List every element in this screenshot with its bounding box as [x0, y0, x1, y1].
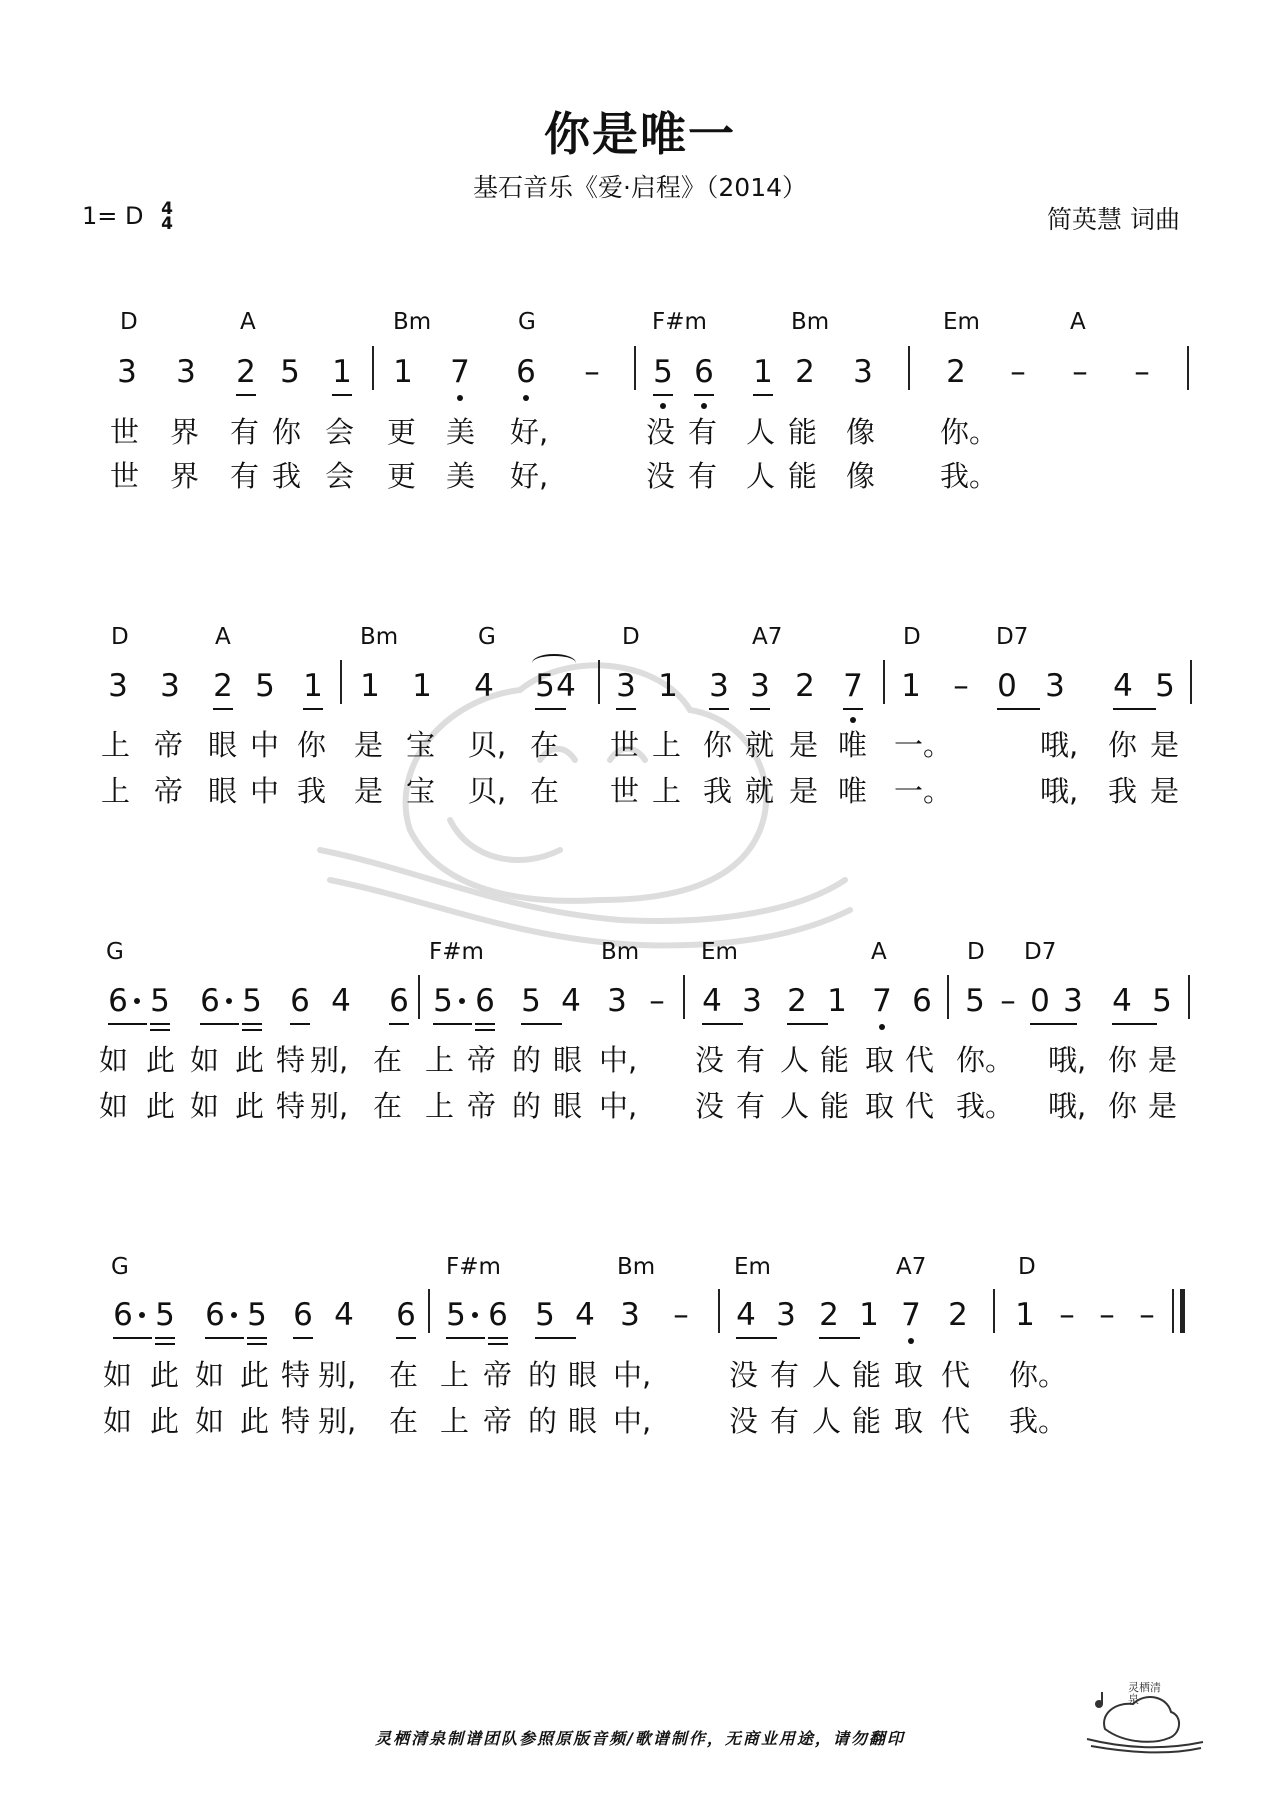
lyric-syllable: 如 [195, 1404, 225, 1438]
lyric-syllable: 界 [170, 459, 200, 493]
lyric-syllable: 我 [1108, 774, 1138, 808]
note: – [649, 983, 665, 1019]
note: 4 [331, 983, 351, 1019]
lyric-syllable: 你。 [940, 415, 999, 449]
lyric-syllable: 此 [150, 1404, 180, 1438]
note: 4 [556, 668, 576, 704]
note: 3 [117, 354, 137, 390]
lyric-syllable: 是 [1148, 1043, 1178, 1077]
lyric-syllable: 别, [310, 1043, 349, 1077]
lyric-syllable: 能 [788, 415, 818, 449]
chord-symbol: A7 [752, 624, 783, 650]
note: 2 [946, 354, 966, 390]
copyright-notice: 灵栖清泉制谱团队参照原版音频/歌谱制作，无商业用途，请勿翻印 [375, 1729, 905, 1748]
lyric-syllable: 有 [736, 1043, 766, 1077]
lyric-syllable: 唯 [838, 774, 868, 808]
note: 7 [867, 986, 897, 1017]
note: 4 [561, 983, 581, 1019]
lyric-syllable: 我 [272, 459, 302, 493]
note: – [1010, 354, 1026, 390]
lyric-syllable: 上 [101, 774, 131, 808]
lyric-syllable: 特 [276, 1089, 306, 1123]
note: 6 [200, 1300, 230, 1331]
lyric-syllable: 我 [297, 774, 327, 808]
note: 3 [607, 983, 627, 1019]
song-subtitle: 基石音乐《爱·启程》（2014） [472, 173, 808, 202]
lyric-syllable: 取 [865, 1089, 895, 1123]
chord-symbol: G [518, 309, 536, 335]
lyric-syllable: 的 [528, 1404, 558, 1438]
lyric-syllable: 别, [318, 1404, 357, 1438]
note: 3 [776, 1297, 796, 1333]
lyric-syllable: 在 [389, 1404, 419, 1438]
note: 5 [255, 668, 275, 704]
lyric-syllable: 就 [745, 774, 775, 808]
note: 6 [483, 1300, 513, 1331]
lyric-syllable: 有 [770, 1404, 800, 1438]
lyric-syllable: 中 [250, 774, 280, 808]
note: 4 [575, 1297, 595, 1333]
note: 5 [965, 983, 985, 1019]
note: 1 [412, 668, 432, 704]
chord-symbol: A [240, 309, 256, 335]
lyric-syllable: 界 [170, 415, 200, 449]
note: 2 [782, 986, 812, 1017]
note: 5 [150, 1300, 180, 1331]
lyric-syllable: 能 [820, 1089, 850, 1123]
note: 4 [474, 668, 494, 704]
note: 1 [298, 671, 328, 702]
lyric-syllable: 在 [530, 728, 560, 762]
chord-symbol: D [111, 624, 129, 650]
lyric-syllable: 你 [703, 728, 733, 762]
lyric-syllable: 中, [599, 1043, 638, 1077]
lyric-syllable: 你 [1108, 728, 1138, 762]
lyric-syllable: 更 [387, 459, 417, 493]
note: 1 [327, 357, 357, 388]
note: 3 [704, 671, 734, 702]
lyric-syllable: 如 [103, 1358, 133, 1392]
lyric-syllable: 人 [746, 415, 776, 449]
note: 1 [393, 354, 413, 390]
lyric-syllable: 眼 [208, 774, 238, 808]
lyric-syllable: 更 [387, 415, 417, 449]
lyric-syllable: 贝, [468, 774, 507, 808]
lyric-syllable: 没 [729, 1404, 759, 1438]
lyric-syllable: 人 [780, 1089, 810, 1123]
lyric-syllable: 上 [425, 1089, 455, 1123]
chord-symbol: Bm [601, 939, 640, 965]
lyric-syllable: 代 [941, 1404, 971, 1438]
time-signature [161, 199, 173, 234]
note: 5 [1155, 668, 1175, 704]
lyric-syllable: 人 [780, 1043, 810, 1077]
key-signature [82, 199, 173, 234]
chord-symbol: D7 [996, 624, 1029, 650]
note: 6 [384, 986, 414, 1017]
note: 6 [103, 986, 133, 1017]
note: 7 [838, 671, 868, 702]
lyric-syllable: 特 [276, 1043, 306, 1077]
meter-bottom: 4 [161, 214, 173, 234]
note: 3 [1045, 668, 1065, 704]
lyric-syllable: 帝 [483, 1358, 513, 1392]
lyric-syllable: 代 [905, 1043, 935, 1077]
note: 5 [242, 1300, 272, 1331]
lyric-syllable: 如 [103, 1404, 133, 1438]
chord-symbol: D [967, 939, 985, 965]
lyric-syllable: 中, [599, 1089, 638, 1123]
lyric-syllable: 此 [235, 1089, 265, 1123]
meter-top: 4 [161, 199, 173, 219]
note: 5 [530, 671, 560, 702]
lyric-syllable: 有 [688, 459, 718, 493]
chord-symbol: F#m [652, 309, 707, 335]
note: 3 [1063, 983, 1083, 1019]
lyric-syllable: 没 [729, 1358, 759, 1392]
lyric-syllable: 没 [646, 459, 676, 493]
lyric-syllable: 如 [190, 1089, 220, 1123]
chord-symbol: D7 [1024, 939, 1057, 965]
lyric-syllable: 你 [1108, 1089, 1138, 1123]
lyric-syllable: 宝 [406, 728, 436, 762]
lyric-syllable: 有 [736, 1089, 766, 1123]
lyric-syllable: 的 [512, 1089, 542, 1123]
note: 3 [108, 668, 128, 704]
composer-credit: 简英慧 词曲 [1047, 205, 1180, 234]
note: 2 [208, 671, 238, 702]
note: 6 [285, 986, 315, 1017]
note: 5 [280, 354, 300, 390]
note: 0 [1025, 986, 1055, 1017]
note: – [1099, 1297, 1115, 1333]
lyric-syllable: 能 [852, 1358, 882, 1392]
lyric-syllable: 眼 [553, 1043, 583, 1077]
lyric-syllable: 贝, [468, 728, 507, 762]
note: 1 [901, 668, 921, 704]
lyric-syllable: 代 [941, 1358, 971, 1392]
note: – [1072, 354, 1088, 390]
lyric-syllable: 别, [310, 1089, 349, 1123]
lyric-syllable: 人 [746, 459, 776, 493]
note: 5 [648, 357, 678, 388]
lyric-syllable: 我 [703, 774, 733, 808]
lyric-syllable: 是 [789, 774, 819, 808]
note: 5 [1152, 983, 1172, 1019]
lyric-syllable: 我。 [1009, 1404, 1068, 1438]
lyric-syllable: 一。 [894, 774, 953, 808]
note: 2 [948, 1297, 968, 1333]
note: 4 [1107, 986, 1137, 1017]
lyric-syllable: 唯 [838, 728, 868, 762]
note: 3 [611, 671, 641, 702]
note: 2 [231, 357, 261, 388]
note: 6 [195, 986, 225, 1017]
lyric-syllable: 人 [812, 1358, 842, 1392]
lyric-syllable: 此 [146, 1043, 176, 1077]
note: 3 [745, 671, 775, 702]
lyric-syllable: 的 [528, 1358, 558, 1392]
lyric-syllable: 会 [325, 415, 355, 449]
note: 1 [360, 668, 380, 704]
note: 1 [658, 668, 678, 704]
note: 2 [814, 1300, 844, 1331]
note: 6 [470, 986, 500, 1017]
lyric-syllable: 你。 [956, 1043, 1015, 1077]
lyric-syllable: 世 [110, 459, 140, 493]
lyric-syllable: 你 [272, 415, 302, 449]
chord-symbol: Bm [617, 1254, 656, 1280]
note: 3 [853, 354, 873, 390]
lyric-syllable: 美 [446, 415, 476, 449]
lyric-syllable: 上 [101, 728, 131, 762]
lyric-syllable: 别, [318, 1358, 357, 1392]
lyric-syllable: 眼 [568, 1404, 598, 1438]
lyric-syllable: 哦, [1048, 1043, 1087, 1077]
logo-text: 灵栖清泉 [1128, 1681, 1161, 1706]
note: 6 [108, 1300, 138, 1331]
lyric-syllable: 如 [195, 1358, 225, 1392]
lyric-syllable: 会 [325, 459, 355, 493]
lyric-syllable: 上 [440, 1358, 470, 1392]
chord-symbol: G [106, 939, 124, 965]
lyric-syllable: 如 [190, 1043, 220, 1077]
lyric-syllable: 一。 [894, 728, 953, 762]
lyric-syllable: 如 [99, 1089, 129, 1123]
lyric-syllable: 在 [530, 774, 560, 808]
lyric-syllable: 取 [894, 1358, 924, 1392]
lyric-syllable: 特 [281, 1358, 311, 1392]
chord-symbol: G [478, 624, 496, 650]
lyric-syllable: 好, [510, 415, 549, 449]
lyric-syllable: 中, [613, 1358, 652, 1392]
lyric-syllable: 能 [852, 1404, 882, 1438]
lyric-syllable: 眼 [553, 1089, 583, 1123]
lyric-syllable: 眼 [208, 728, 238, 762]
lyric-syllable: 中 [250, 728, 280, 762]
note: – [584, 354, 600, 390]
chord-symbol: Em [734, 1254, 771, 1280]
lyric-syllable: 没 [646, 415, 676, 449]
note: 7 [445, 357, 475, 388]
lyric-syllable: 代 [905, 1089, 935, 1123]
note: – [953, 668, 969, 704]
note: – [1139, 1297, 1155, 1333]
lyric-syllable: 此 [235, 1043, 265, 1077]
chord-symbol: A7 [896, 1254, 927, 1280]
note: 4 [731, 1300, 761, 1331]
lyric-syllable: 在 [373, 1043, 403, 1077]
lyric-syllable: 没 [695, 1089, 725, 1123]
note: – [1134, 354, 1150, 390]
lyric-syllable: 我。 [956, 1089, 1015, 1123]
lyric-syllable: 在 [389, 1358, 419, 1392]
note: 4 [1108, 671, 1138, 702]
note: 1 [859, 1297, 879, 1333]
chord-symbol: A [1070, 309, 1086, 335]
lyric-syllable: 有 [688, 415, 718, 449]
lyric-syllable: 帝 [154, 774, 184, 808]
chord-symbol: Em [701, 939, 738, 965]
lyric-syllable: 取 [865, 1043, 895, 1077]
note: – [1059, 1297, 1075, 1333]
note: 0 [992, 671, 1022, 702]
lyric-syllable: 世 [110, 415, 140, 449]
lyric-syllable: 宝 [406, 774, 436, 808]
chord-symbol: Bm [791, 309, 830, 335]
key-label: 1= D [82, 202, 144, 230]
lyric-syllable: 有 [230, 415, 260, 449]
lyric-syllable: 中, [613, 1404, 652, 1438]
lyric-syllable: 是 [1150, 774, 1180, 808]
note: 5 [441, 1300, 471, 1331]
lyric-syllable: 是 [354, 728, 384, 762]
lyric-syllable: 帝 [467, 1043, 497, 1077]
lyric-syllable: 有 [230, 459, 260, 493]
chord-symbol: D [120, 309, 138, 335]
note: 1 [1015, 1297, 1035, 1333]
chord-symbol: A [215, 624, 231, 650]
lyric-syllable: 取 [894, 1404, 924, 1438]
note: – [1000, 983, 1016, 1019]
lyric-syllable: 上 [652, 728, 682, 762]
note: 4 [697, 986, 727, 1017]
lyric-syllable: 就 [745, 728, 775, 762]
lyric-syllable: 你 [1108, 1043, 1138, 1077]
lyric-syllable: 是 [354, 774, 384, 808]
chord-symbol: D [622, 624, 640, 650]
note: 6 [511, 357, 541, 388]
lyric-syllable: 眼 [568, 1358, 598, 1392]
lyric-syllable: 哦, [1040, 774, 1079, 808]
chord-symbol: G [111, 1254, 129, 1280]
lyric-syllable: 像 [846, 415, 876, 449]
note: 3 [742, 983, 762, 1019]
lyric-syllable: 像 [846, 459, 876, 493]
note: 4 [334, 1297, 354, 1333]
lyric-syllable: 你 [297, 728, 327, 762]
lyric-syllable: 上 [425, 1043, 455, 1077]
note: 2 [795, 354, 815, 390]
lyric-syllable: 是 [789, 728, 819, 762]
lyric-syllable: 世 [610, 728, 640, 762]
lyric-syllable: 能 [788, 459, 818, 493]
lyric-syllable: 此 [150, 1358, 180, 1392]
note: 6 [689, 357, 719, 388]
lyric-syllable: 的 [512, 1043, 542, 1077]
note: 5 [516, 986, 546, 1017]
lyric-syllable: 有 [770, 1358, 800, 1392]
lyric-syllable: 美 [446, 459, 476, 493]
lyric-syllable: 是 [1148, 1089, 1178, 1123]
note: 3 [176, 354, 196, 390]
note: 5 [428, 986, 458, 1017]
lyric-syllable: 帝 [467, 1089, 497, 1123]
chord-symbol: A [871, 939, 887, 965]
chord-symbol: F#m [446, 1254, 501, 1280]
lyric-syllable: 我。 [940, 459, 999, 493]
chord-symbol: D [903, 624, 921, 650]
lyric-syllable: 此 [146, 1089, 176, 1123]
lyric-syllable: 哦, [1048, 1089, 1087, 1123]
lyric-syllable: 是 [1150, 728, 1180, 762]
note: 5 [145, 986, 175, 1017]
lyric-syllable: 此 [240, 1358, 270, 1392]
note: 3 [160, 668, 180, 704]
note: 6 [288, 1300, 318, 1331]
lyric-syllable: 此 [240, 1404, 270, 1438]
lyric-syllable: 好, [510, 459, 549, 493]
note: – [673, 1297, 689, 1333]
chord-symbol: Em [943, 309, 980, 335]
chord-symbol: Bm [393, 309, 432, 335]
note: 7 [896, 1300, 926, 1331]
lyric-syllable: 你。 [1009, 1358, 1068, 1392]
lyric-syllable: 世 [610, 774, 640, 808]
note: 5 [530, 1300, 560, 1331]
lyric-syllable: 人 [812, 1404, 842, 1438]
lyric-syllable: 帝 [154, 728, 184, 762]
lyric-syllable: 上 [440, 1404, 470, 1438]
chord-symbol: F#m [429, 939, 484, 965]
note: 3 [620, 1297, 640, 1333]
chord-symbol: D [1018, 1254, 1036, 1280]
song-title: 你是唯一 [544, 107, 736, 161]
lyric-syllable: 没 [695, 1043, 725, 1077]
lyric-syllable: 帝 [483, 1404, 513, 1438]
lyric-syllable: 在 [373, 1089, 403, 1123]
note: 5 [237, 986, 267, 1017]
lyric-syllable: 上 [652, 774, 682, 808]
note: 6 [391, 1300, 421, 1331]
chord-symbol: Bm [360, 624, 399, 650]
note: 2 [795, 668, 815, 704]
note: 6 [912, 983, 932, 1019]
lyric-syllable: 哦, [1040, 728, 1079, 762]
note: 1 [748, 357, 778, 388]
note: 1 [827, 983, 847, 1019]
lyric-syllable: 特 [281, 1404, 311, 1438]
lyric-syllable: 如 [99, 1043, 129, 1077]
lyric-syllable: 能 [820, 1043, 850, 1077]
